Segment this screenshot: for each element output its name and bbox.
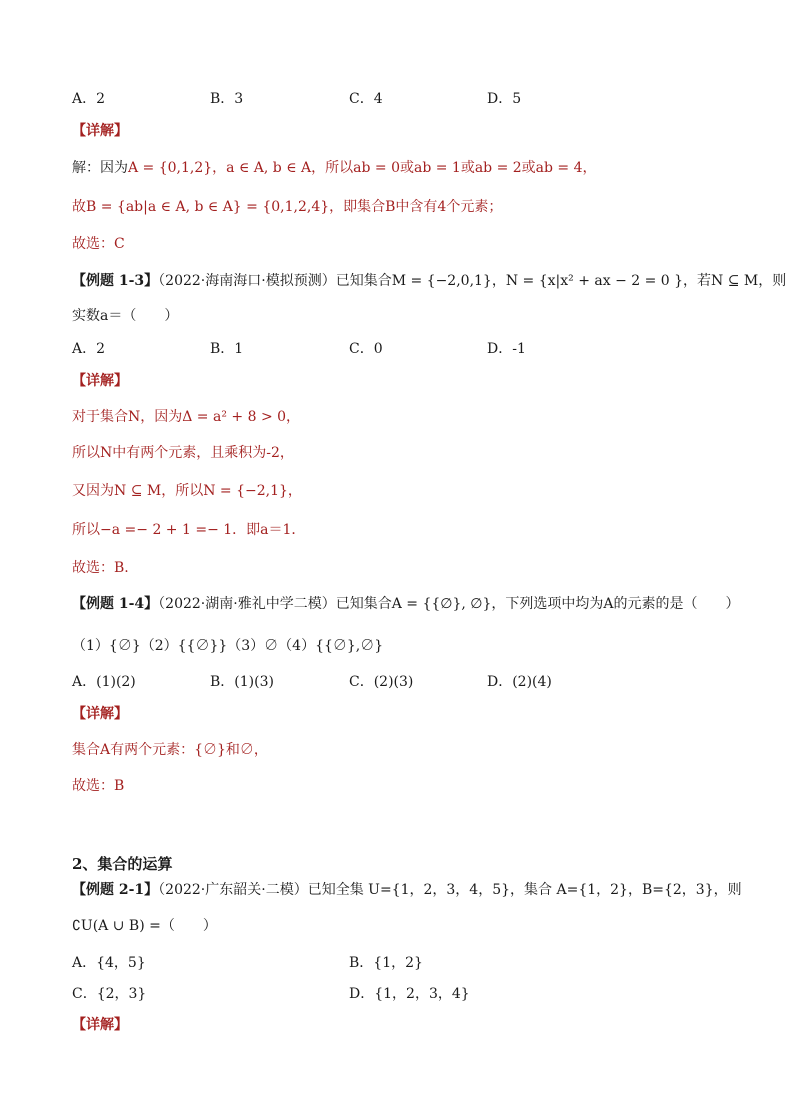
section-title: 2、集合的运算	[72, 855, 173, 873]
question-stem	[72, 594, 739, 614]
option-c: C．0	[349, 341, 383, 357]
question-tag: 【例题 1-4】	[72, 596, 159, 612]
option-c: C．{2，3}	[72, 986, 147, 1002]
solution-line: 又因为N ⊆ M，所以N = {−2,1}，	[72, 483, 302, 499]
question-stem-cont: 实数a＝（ ）	[72, 308, 179, 324]
option-c: C．(2)(3)	[349, 674, 414, 690]
option-d: D．(2)(4)	[487, 674, 552, 690]
option-b: B．(1)(3)	[210, 674, 274, 690]
option-b: B．3	[210, 91, 244, 107]
question-tag: 【例题 1-3】	[72, 273, 159, 289]
solution-line: 所以−a =− 2 + 1 =− 1．即a＝1．	[72, 522, 306, 538]
option-a: A．(1)(2)	[72, 674, 136, 690]
question-text: （2022·湖南·雅礼中学二模）已知集合A = {{∅}, ∅}，下列选项中均为A的元素的是（ ）	[158, 596, 740, 612]
option-a: A．{4，5}	[72, 955, 146, 971]
solution-math: A = {0,1,2}，a ∈ A, b ∈ A，所以ab = 0或ab = 1或ab = 2或ab = 4，	[128, 160, 597, 176]
detail-tag: 【详解】	[72, 373, 128, 389]
solution-line: 故B = {ab|a ∈ A, b ∈ A} = {0,1,2,4}，即集合B中含有4个元素；	[72, 199, 503, 215]
question-stem	[72, 271, 786, 291]
detail-tag: 【详解】	[72, 123, 128, 139]
option-d: D．-1	[487, 341, 526, 357]
solution-prefix: 解：因为	[72, 160, 128, 176]
question-text: （2022·广东韶关·二模）已知全集 U={1，2，3，4，5}，集合 A={1，2}，B={2，3}，则	[158, 882, 742, 898]
solution-line: 所以N中有两个元素，且乘积为-2，	[72, 445, 294, 461]
option-a: A．2	[72, 341, 106, 357]
option-d: D．5	[487, 91, 522, 107]
option-b: B．{1，2}	[349, 955, 423, 971]
question-stem-cont: ∁U(A ∪ B) =（ ）	[72, 918, 217, 934]
detail-tag: 【详解】	[72, 1017, 128, 1033]
solution-line: 集合A有两个元素：{∅}和∅，	[72, 742, 268, 758]
detail-tag: 【详解】	[72, 706, 128, 722]
question-stem	[72, 880, 742, 900]
answer-line: 故选：B	[72, 778, 125, 794]
question-tag: 【例题 2-1】	[72, 882, 159, 898]
answer-line: 故选：C	[72, 236, 125, 252]
option-b: B．1	[210, 341, 244, 357]
question-items: （1）{∅}（2）{{∅}}（3）∅（4）{{∅},∅}	[72, 638, 384, 654]
option-d: D．{1，2，3，4}	[349, 986, 470, 1002]
option-a: A．2	[72, 91, 106, 107]
solution-line	[72, 158, 597, 178]
question-text: （2022·海南海口·模拟预测）已知集合M = {−2,0,1}，N = {x|x² + ax − 2 = 0 }，若N ⊆ M，则	[158, 273, 787, 289]
solution-line: 对于集合N，因为Δ = a² + 8 > 0，	[72, 409, 301, 425]
answer-line: 故选：B.	[72, 560, 129, 576]
option-c: C．4	[349, 91, 383, 107]
